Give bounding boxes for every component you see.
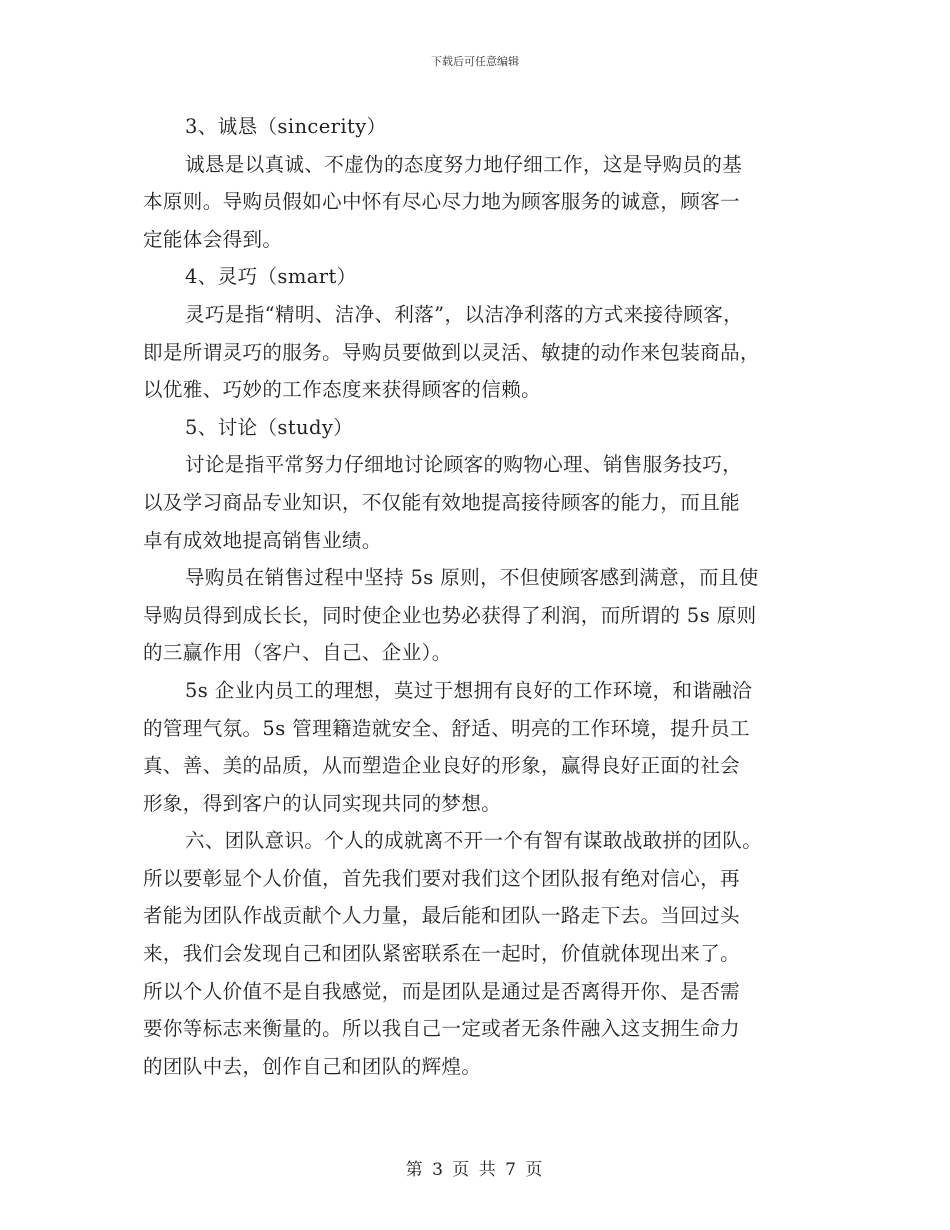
text-line: 导购员得到成长长，同时使企业也势必获得了利润，而所谓的 5s 原则	[143, 603, 757, 627]
text-line: 导购员在销售过程中坚持 5s 原则，不但使顾客感到满意，而且使	[185, 566, 759, 590]
text-line: 来，我们会发现自己和团队紧密联系在一起时，价值就体现出来了。	[143, 942, 741, 966]
text-line: 要你等标志来衡量的。所以我自己一定或者无条件融入这支拥生命力	[143, 1017, 741, 1041]
text-line: 的团队中去，创作自己和团队的辉煌。	[143, 1054, 482, 1078]
document-body	[143, 108, 813, 1085]
text-line: 5、讨论（study）	[185, 415, 354, 439]
text-line: 以及学习商品专业知识，不仅能有效地提高接待顾客的能力，而且能	[143, 490, 741, 514]
text-line: 的三赢作用（客户、自己、企业）。	[143, 641, 452, 665]
text-line: 真、善、美的品质，从而塑造企业良好的形象，赢得良好正面的社会	[143, 754, 741, 778]
text-line: 所以个人价值不是自我感觉，而是团队是通过是否离得开你、是否需	[143, 979, 741, 1003]
text-line: 形象，得到客户的认同实现共同的梦想。	[143, 791, 502, 815]
page-header: 下载后可任意编辑	[431, 55, 519, 68]
text-line: 5s 企业内员工的理想，莫过于想拥有良好的工作环境，和谐融洽	[185, 678, 753, 702]
text-line: 所以要彰显个人价值，首先我们要对我们这个团队报有绝对信心，再	[143, 866, 741, 890]
text-line: 4、灵巧（smart）	[185, 265, 357, 289]
text-line: 灵巧是指“精明、洁净、利落”，以洁净利落的方式来接待顾客，	[185, 302, 744, 326]
text-line: 3、诚恳（sincerity）	[185, 115, 387, 138]
text-line: 讨论是指平常努力仔细地讨论顾客的购物心理、销售服务技巧，	[185, 453, 743, 477]
text-line: 六、团队意识。个人的成就离不开一个有智有谋敢战敢拼的团队。	[185, 829, 763, 853]
text-line: 本原则。导购员假如心中怀有尽心尽力地为顾客服务的诚意，顾客一	[143, 190, 741, 214]
text-line: 卓有成效地提高销售业绩。	[143, 528, 382, 552]
page-number: 第 3 页 共 7 页	[405, 1160, 545, 1180]
text-line: 即是所谓灵巧的服务。导购员要做到以灵活、敏捷的动作来包装商品，	[143, 340, 760, 364]
text-line: 诚恳是以真诚、不虚伪的态度努力地仔细工作，这是导购员的基	[185, 152, 743, 176]
text-line: 者能为团队作战贡献个人力量，最后能和团队一路走下去。当回过头	[143, 904, 741, 928]
text-line: 以优雅、巧妙的工作态度来获得顾客的信赖。	[143, 378, 542, 402]
text-line: 定能体会得到。	[143, 227, 283, 251]
text-line: 的管理气氛。5s 管理籍造就安全、舒适、明亮的工作环境，提升员工	[143, 716, 750, 740]
